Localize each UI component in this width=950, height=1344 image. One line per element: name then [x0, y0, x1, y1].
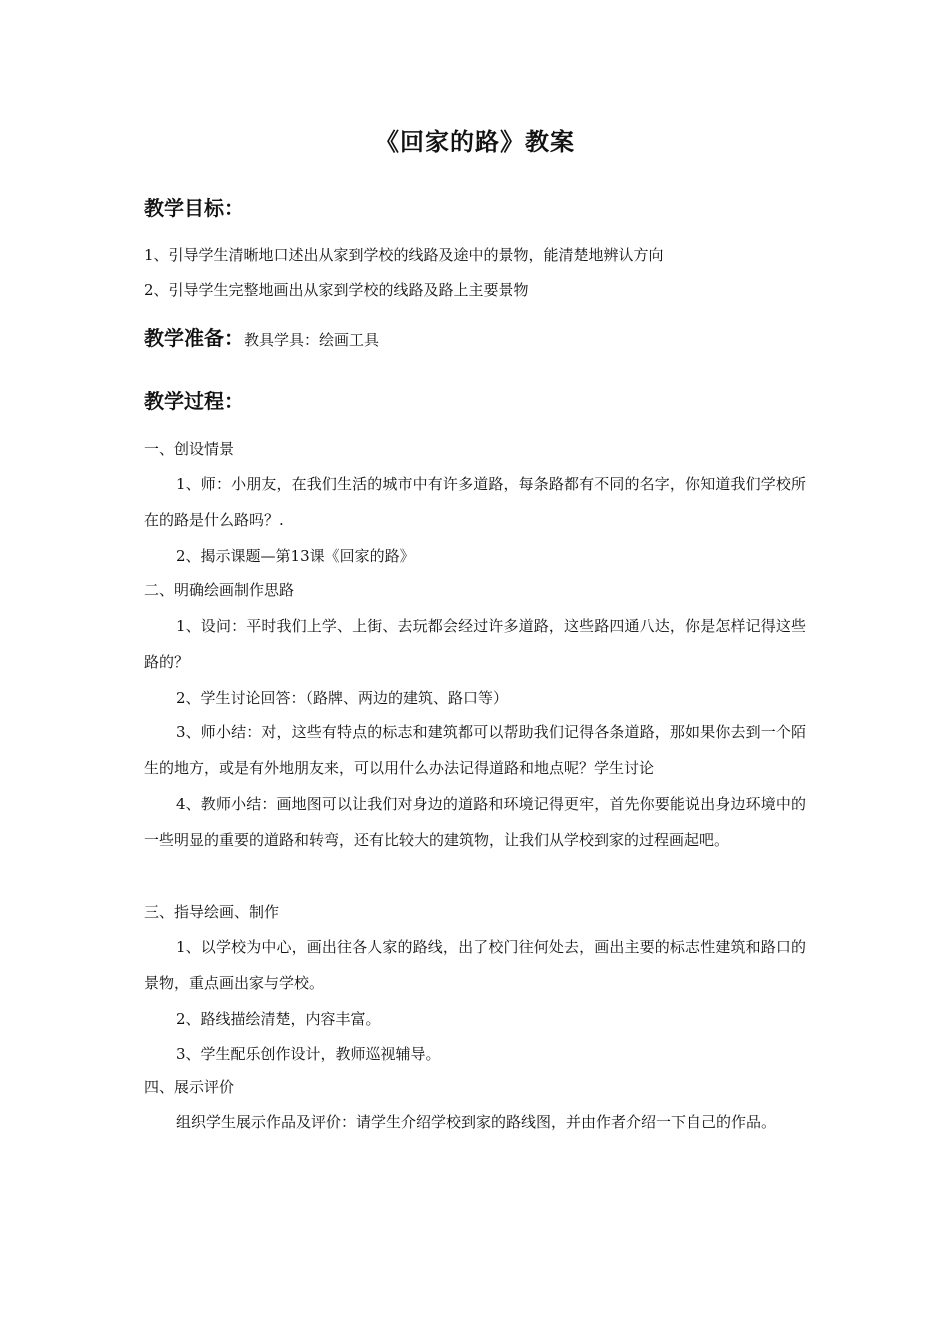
section-2-para-1: 1、设问：平时我们上学、上街、去玩都会经过许多道路，这些路四通八达，你是怎样记得这些路的？ — [144, 617, 806, 671]
teaching-process-heading: 教学过程： — [144, 389, 244, 413]
section-title-4: 四、展示评价 — [144, 1078, 235, 1096]
section-1-para-2: 2、揭示课题—第13课《回家的路》 — [176, 547, 415, 565]
section-3-para-2: 2、路线描绘清楚，内容丰富。 — [176, 1010, 381, 1028]
section-3-para-1: 1、以学校为中心，画出往各人家的路线，出了校门往何处去，画出主要的标志性建筑和路口的景物，重点画出家与学校。 — [144, 938, 806, 992]
section-title-1: 一、创设情景 — [144, 440, 235, 458]
section-2-para-2: 2、学生讨论回答：（路牌、两边的建筑、路口等） — [176, 689, 509, 707]
section-1-para-1: 1、师：小朋友，在我们生活的城市中有许多道路，每条路都有不同的名字，你知道我们学校所在的路是什么路吗？. — [144, 475, 806, 529]
section-title-2: 二、明确绘画制作思路 — [144, 581, 295, 599]
goal-item-2: 2、引导学生完整地画出从家到学校的线路及路上主要景物 — [144, 281, 529, 299]
document-title: 《回家的路》教案 — [375, 128, 575, 156]
teaching-prep-text: 教具学具：绘画工具 — [244, 331, 380, 349]
teaching-prep-row — [144, 324, 379, 354]
section-title-3: 三、指导绘画、制作 — [144, 903, 280, 921]
teaching-goals-heading: 教学目标： — [144, 196, 244, 220]
section-3-para-3: 3、学生配乐创作设计，教师巡视辅导。 — [176, 1045, 441, 1063]
teaching-prep-heading: 教学准备： — [144, 326, 244, 350]
section-4-para-1: 组织学生展示作品及评价：请学生介绍学校到家的路线图，并由作者介绍一下自己的作品。 — [176, 1113, 777, 1131]
section-2-para-4: 4、教师小结：画地图可以让我们对身边的道路和环境记得更牢，首先你要能说出身边环境中的一些明显的重要的道路和转弯，还有比较大的建筑物，让我们从学校到家的过程画起吧。 — [144, 795, 806, 849]
goal-item-1: 1、引导学生清晰地口述出从家到学校的线路及途中的景物，能清楚地辨认方向 — [144, 246, 664, 264]
section-2-para-3: 3、师小结：对，这些有特点的标志和建筑都可以帮助我们记得各条道路，那如果你去到一个陌生的地方，或是有外地朋友来，可以用什么办法记得道路和地点呢？学生讨论 — [144, 723, 806, 777]
